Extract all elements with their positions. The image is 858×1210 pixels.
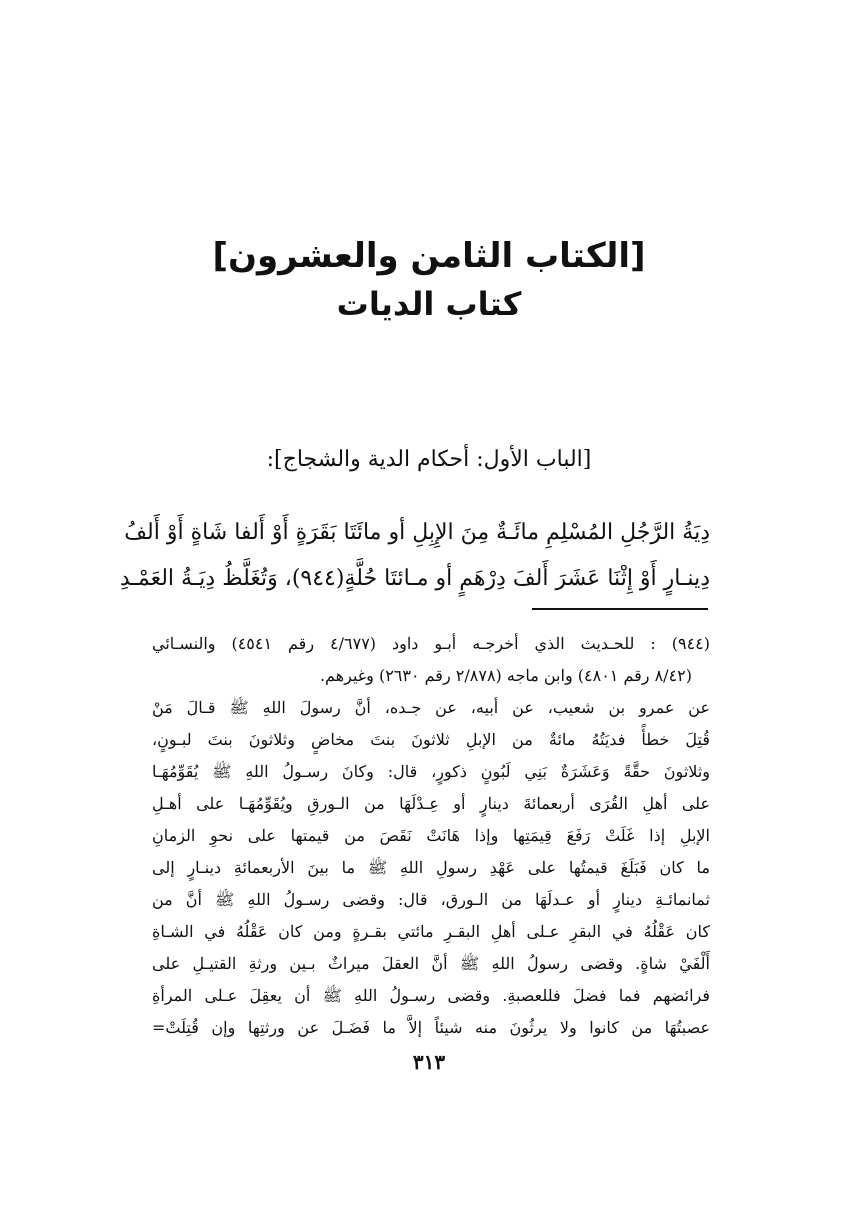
book-title: [الكتاب الثامن والعشرون]: [212, 236, 646, 276]
book-subtitle: كتاب الديات: [336, 285, 522, 323]
footnote-line: ما كان فَبَلَغَ قيمتُها على عَهْدِ رسولِ اللهِ ﷺ ما بينَ الأربعمائةِ دينـارٍ إلى: [152, 858, 710, 877]
footnote-line: قُتِلَ خطأً فديَتُهُ مائةٌ من الإبلِ ثلاثونَ بنتَ مخاضٍ وثلاثونَ بنتَ لبـونٍ،: [152, 730, 710, 749]
footnote-line: (٨/٤٢ رقم ٤٨٠١) وابن ماجه (٢/٨٧٨ رقم ٢٦٣٠) وغيرهم.: [319, 666, 692, 685]
page-number: ٣١٣: [412, 1050, 446, 1074]
main-text: [119, 510, 710, 602]
footnote-line: كان عَقْلُهُ في البقرِ عـلى أهلِ البقـرِ مائتي بقـرةٍ ومن كان عَقْلُهُ في الشـاةِ: [152, 922, 710, 941]
footnote-line: أَلْفَيْ شاةٍ. وقضى رسولُ اللهِ ﷺ أنَّ العقلَ ميراثٌ بـين ورثةِ القتيـلِ على: [152, 954, 710, 973]
footnote-divider: [532, 608, 708, 610]
main-text-line: دِينـارٍ أَوْ إِثْنَا عَشَرَ أَلفَ دِرْهَمٍ أو مـائتَا حُلَّةٍ(٩٤٤)، وَتُغَلَّظُ دِيَـةُ العَمْـدِ: [119, 566, 710, 591]
footnote-line: الإبلِ إذا غَلَتْ رَفَعَ قِيمَتِها وإذا هَانَتْ نَقَصَ من قيمتها على نحوِ الزمانِ: [152, 826, 710, 845]
footnote-line: وثلاثونَ حقَّةً وَعَشَرَةٌ بَنِي لَبُونٍ ذكورٍ، قال: وكانَ رسـولُ اللهِ ﷺ يُقَوِّمُهَـا: [152, 762, 710, 781]
footnote-line: ثمانمائـةِ دينارٍ أو عـدلَهَا من الـورق، قال: وقضى رسـولُ اللهِ ﷺ أنَّ من: [152, 890, 710, 909]
chapter-heading: [الباب الأول: أحكام الدية والشجاج]:: [266, 447, 592, 472]
footnote-line: عصبتُهَا من كانوا ولا يرثُونَ منه شيئاً إلاَّ ما فَضَـلَ عن ورثتِها وإن قُتِلَتْ=: [152, 1018, 710, 1037]
footnote-line: على أهلِ القُرَى أربعمائةَ دينارٍ أو عِـدْلَهَا من الـورقِ ويُقَوِّمُهَـا على أهـلِ: [152, 794, 710, 813]
footnote-line: فرائضهم فما فضلَ فللعصبةِ. وقضى رسـولُ اللهِ ﷺ أن يعقِلَ عـلى المرأةِ: [152, 986, 710, 1005]
footnote: [152, 628, 710, 1044]
main-text-line: دِيَةُ الرَّجُلِ المُسْلِمِ مائَـةٌ مِنَ الإِبِلِ أو مائَتَا بَقَرَةٍ أَوْ أَلفا شَاةٍ أَوْ أَلفُ: [124, 520, 710, 545]
footnote-line: (٩٤٤) : للحـديث الذي أخرجـه أبـو داود (٤/٦٧٧ رقم ٤٥٤١) والنسـائي: [152, 634, 711, 653]
footnote-line: عن عمرو بن شعيب، عن أبيه، عن جـده، أنَّ رسولَ اللهِ ﷺ قـالَ مَنْ: [152, 698, 710, 717]
